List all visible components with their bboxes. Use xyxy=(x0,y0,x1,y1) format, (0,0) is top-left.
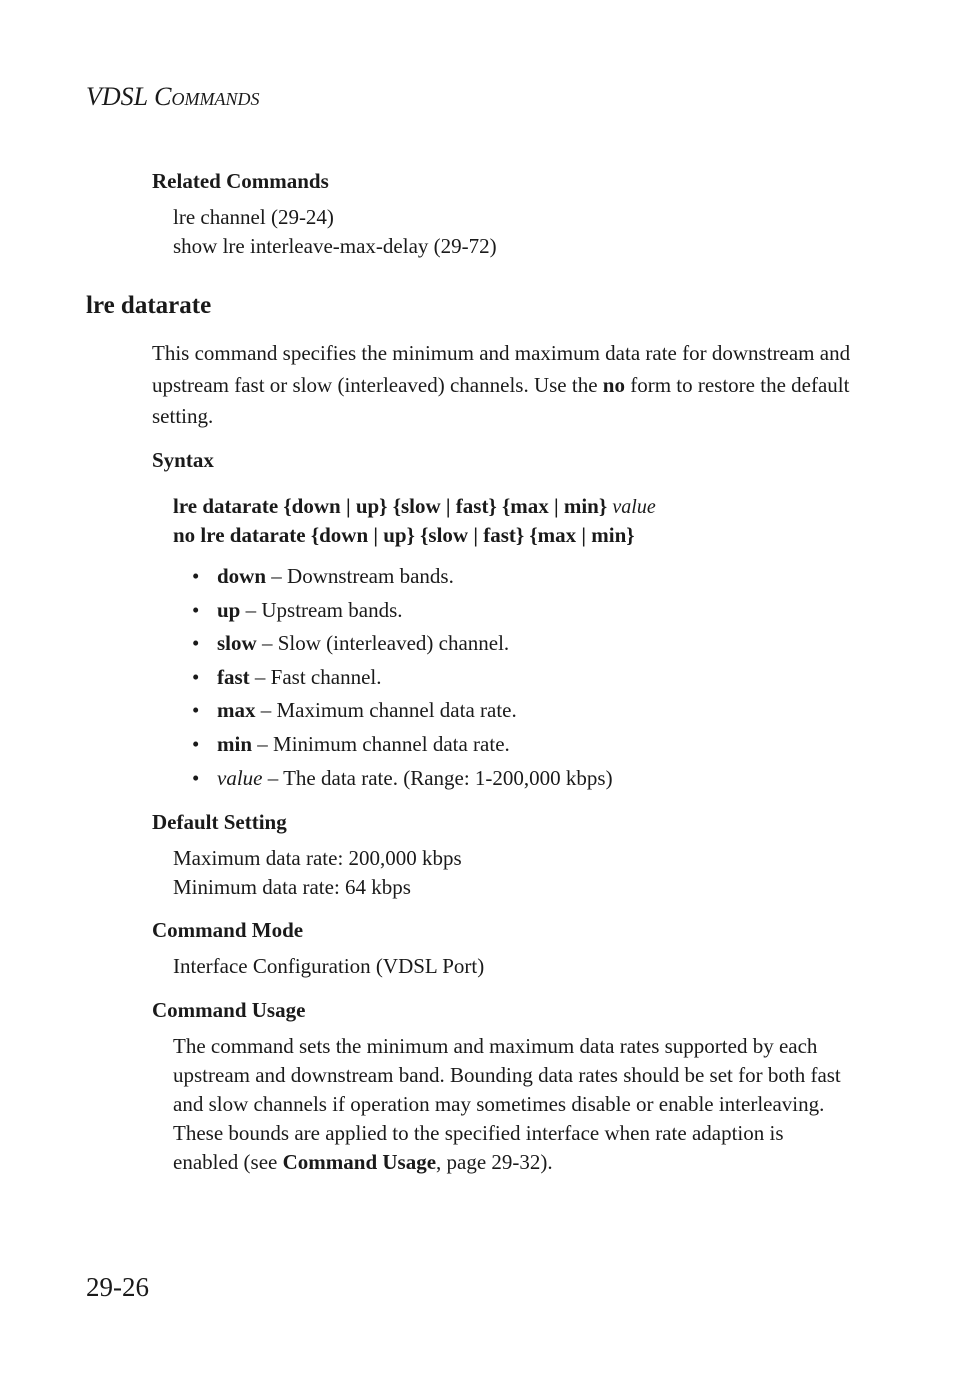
bullet-glyph: • xyxy=(192,731,200,756)
intro-text: This command specifies the minimum and maximum data rate for downstream and upstream fast or slow (interleaved) channels. Use the xyxy=(152,341,851,397)
section-intro xyxy=(152,338,852,433)
param-desc: – Fast channel. xyxy=(249,664,382,689)
param-term: max xyxy=(217,698,256,723)
usage-bold-reference: Command Usage xyxy=(282,1150,437,1174)
param-term: slow xyxy=(217,631,257,656)
syntax-line-2: no lre datarate {down | up} {slow | fast} {max | min} xyxy=(173,523,635,547)
default-setting-line: Maximum data rate: 200,000 kbps xyxy=(173,846,462,870)
param-term: min xyxy=(217,731,253,756)
param-desc: – The data rate. (Range: 1-200,000 kbps) xyxy=(262,765,613,790)
param-desc: – Minimum channel data rate. xyxy=(252,731,510,756)
section-title: lre datarate xyxy=(86,292,212,319)
list-item xyxy=(192,661,613,695)
param-term: value xyxy=(217,765,263,790)
bullet-glyph: • xyxy=(192,564,200,588)
command-usage-text xyxy=(173,1032,853,1177)
related-command-item: show lre interleave-max-delay (29-72) xyxy=(173,234,497,258)
usage-text-end: , page 29-32). xyxy=(436,1150,553,1174)
list-item xyxy=(192,560,613,594)
running-header-rest: OMMANDS xyxy=(171,89,260,109)
page-number: 29-26 xyxy=(86,1272,149,1302)
command-mode-text: Interface Configuration (VDSL Port) xyxy=(173,954,485,978)
param-desc: – Slow (interleaved) channel. xyxy=(256,631,510,656)
list-item xyxy=(192,694,613,728)
related-command-item: lre channel (29-24) xyxy=(173,205,334,229)
bullet-glyph: • xyxy=(192,597,200,622)
running-header xyxy=(86,82,260,112)
syntax-line-1 xyxy=(173,494,656,519)
bullet-glyph: • xyxy=(192,664,200,689)
intro-bold-keyword: no xyxy=(602,372,625,397)
param-desc: – Downstream bands. xyxy=(266,564,454,588)
default-setting-heading: Default Setting xyxy=(152,810,287,834)
list-item xyxy=(192,594,613,628)
bullet-glyph: • xyxy=(192,631,200,656)
command-usage-heading: Command Usage xyxy=(152,998,306,1022)
parameter-list xyxy=(192,560,613,795)
param-term: down xyxy=(217,564,267,588)
bullet-glyph: • xyxy=(192,698,200,723)
list-item xyxy=(192,728,613,762)
syntax-line-1-command: lre datarate {down | up} {slow | fast} {max | min} xyxy=(173,494,608,518)
running-header-first: VDSL C xyxy=(86,82,172,111)
bullet-glyph: • xyxy=(192,765,200,790)
list-item xyxy=(192,762,613,796)
syntax-heading: Syntax xyxy=(152,448,214,472)
param-desc: – Maximum channel data rate. xyxy=(255,698,517,723)
usage-text: The command sets the minimum and maximum data rates supported by each upstream and downstream band. Bounding data rates should be set for both fast and slow channels if operation may sometimes disable or enable interleaving. These bounds are applied to the specified interface when rate adaption is enabled (see xyxy=(173,1034,841,1174)
intro-text-end: form to restore the default setting. xyxy=(152,372,850,428)
syntax-line-1-param: value xyxy=(612,496,656,518)
related-commands-heading: Related Commands xyxy=(152,169,329,193)
param-term: fast xyxy=(217,664,250,689)
param-desc: – Upstream bands. xyxy=(240,597,403,622)
command-mode-heading: Command Mode xyxy=(152,918,304,942)
param-term: up xyxy=(217,597,241,622)
default-setting-line: Minimum data rate: 64 kbps xyxy=(173,875,411,899)
list-item xyxy=(192,627,613,661)
